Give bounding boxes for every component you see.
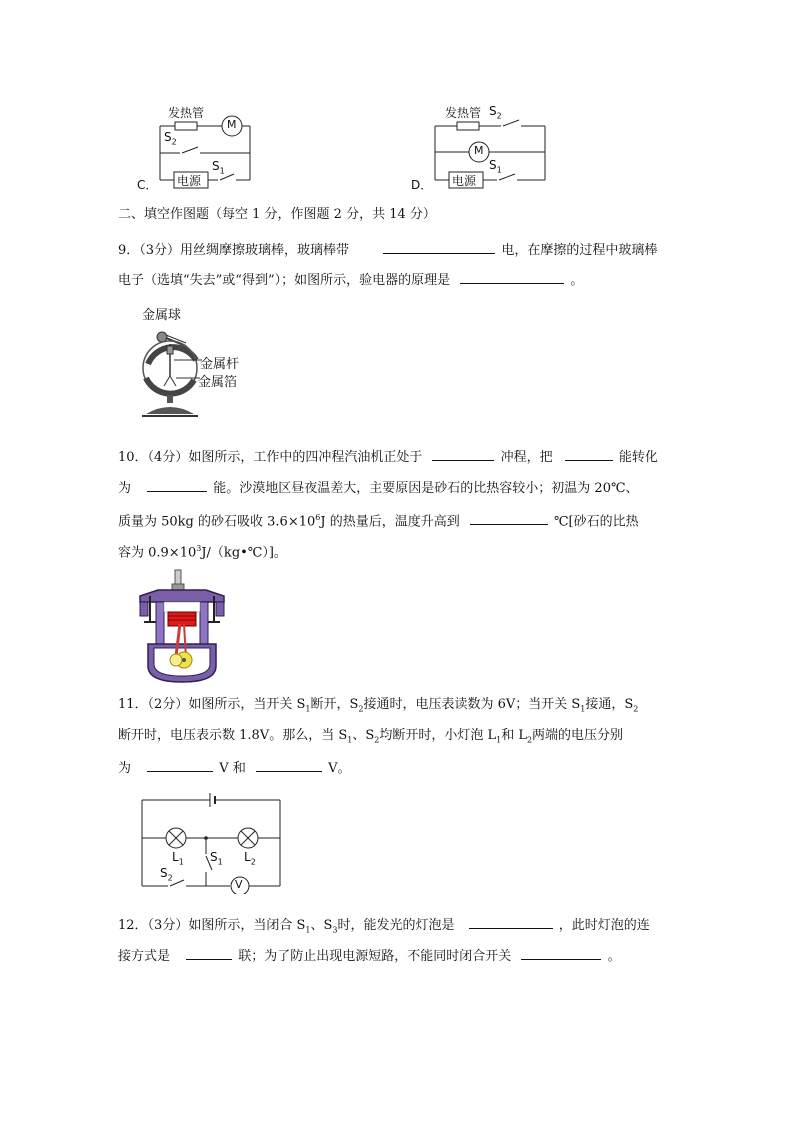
q11-s2-label: $S_2$	[160, 866, 173, 883]
q10-text-3a: 质量为 50kg 的砂石吸收 3.6×10	[118, 514, 316, 530]
q10-text-1c: 能转化	[618, 450, 658, 465]
q10-blank-1[interactable]	[432, 447, 494, 461]
q10-line-3	[118, 509, 639, 531]
q10-text-3c: ℃[砂石的比热	[553, 514, 639, 530]
q11-sub-1: 1	[305, 704, 311, 714]
q10-text-3b: J 的热量后，温度升高到	[320, 514, 460, 530]
q12-text-2c: 。	[607, 949, 621, 964]
circuit-c-heater-label: 发热管	[168, 106, 205, 120]
q9-blank-2[interactable]	[460, 270, 564, 284]
q12-blank-3[interactable]	[521, 946, 601, 960]
electroscope-figure	[136, 302, 266, 428]
circuit-c-motor-label: M	[227, 118, 237, 131]
circuit-c-s2-label: $S_2$	[164, 130, 177, 147]
q12-sub-2: 3	[332, 925, 338, 935]
q11-blank-2[interactable]	[256, 758, 322, 772]
q10-blank-2[interactable]	[565, 447, 613, 461]
q12-text-1a: 12．（3分）如图所示，当闭合 S	[118, 918, 306, 933]
q10-text-4a: 容为 0.9×10	[118, 545, 197, 561]
q11-sub-4: 2	[633, 704, 639, 714]
q11-text-2e: 两端的电压分别	[532, 728, 624, 743]
circuit-d-heater-label: 发热管	[445, 106, 482, 120]
engine-figure	[136, 566, 228, 684]
q10-blank-3[interactable]	[147, 478, 207, 492]
q10-exp-2: 3	[196, 544, 202, 553]
q11-voltmeter-label: V	[235, 878, 243, 891]
q11-text-2a: 断开时，电压表示数 1.8V。那么，当 S	[118, 728, 348, 743]
q12-blank-1[interactable]	[469, 915, 553, 929]
q11-sub-6: 2	[374, 735, 380, 745]
q11-text-2b: 、S	[352, 728, 375, 743]
q11-sub-7: 1	[496, 735, 502, 745]
q11-l2-label: $L_2$	[244, 850, 256, 867]
circuit-d-figure	[425, 100, 555, 192]
q11-l1-label: $L_1$	[172, 850, 184, 867]
q11-blank-1[interactable]	[147, 758, 213, 772]
q12-line-1	[118, 915, 650, 940]
q11-text-3c: V。	[328, 761, 351, 776]
q9-line-1	[118, 240, 657, 260]
q9-text-2a: 电子（选填“失去”或“得到”）；如图所示，验电器的原理是	[118, 273, 451, 288]
q10-blank-4[interactable]	[470, 511, 548, 525]
q11-line-2	[118, 727, 623, 750]
q11-sub-8: 2	[526, 735, 533, 745]
q11-s1-label: $S_1$	[210, 850, 223, 867]
q10-text-2b: 能。沙漠地区昼夜温差大，主要原因是砂石的比热容较小；初温为 20℃、	[213, 481, 639, 496]
q10-line-2	[118, 478, 639, 498]
q11-line-3	[118, 758, 351, 778]
q12-line-2	[118, 946, 621, 966]
q11-sub-2: 2	[358, 704, 364, 714]
q10-text-2a: 为	[118, 481, 132, 496]
circuit-c-power-label: 电源	[177, 174, 202, 188]
circuit-c-s1-label: $S_1$	[212, 159, 225, 176]
q9-line-2	[118, 270, 583, 290]
q11-sub-3: 1	[580, 704, 586, 714]
q10-line-4	[118, 540, 287, 562]
section-2-heading: 二、填空作图题（每空 1 分，作图题 2 分，共 14 分）	[118, 207, 436, 222]
electroscope-ball-label: 金属球	[142, 308, 182, 323]
q10-text-1a: 10．（4分）如图所示，工作中的四冲程汽油机正处于	[118, 450, 423, 465]
circuit-d-s2-label: $S_2$	[489, 104, 502, 121]
q11-text-1d: 接通，S	[585, 697, 634, 712]
q9-text-1a: 9．（3分）用丝绸摩擦玻璃棒，玻璃棒带	[118, 243, 350, 258]
q12-text-2a: 接方式是	[118, 949, 171, 964]
q12-text-1c: 时，能发光的灯泡是	[337, 918, 455, 933]
q11-sub-5: 1	[347, 735, 353, 745]
q12-blank-2[interactable]	[186, 946, 232, 960]
q11-text-1a: 11．（2分）如图所示，当开关 S	[118, 697, 306, 712]
q10-text-4b: J/（kg•℃）]。	[201, 545, 287, 561]
q11-line-1	[118, 696, 638, 719]
q9-blank-1[interactable]	[383, 240, 495, 254]
q11-circuit-figure	[138, 790, 286, 894]
q9-text-2b: 。	[570, 273, 584, 288]
q11-text-2d: 和 L	[501, 728, 527, 743]
q12-sub-1: 1	[305, 925, 311, 935]
electroscope-rod-label: 金属杆	[200, 357, 240, 372]
circuit-d-power-label: 电源	[452, 174, 477, 188]
electroscope-foil-label: 金属箔	[198, 375, 238, 390]
option-c-label: C．	[137, 178, 158, 192]
q12-text-2b: 联；为了防止出现电源短路，不能同时闭合开关	[238, 949, 512, 964]
q11-text-1b: 断开，S	[310, 697, 359, 712]
q10-line-1	[118, 447, 658, 467]
engine-drawing	[136, 566, 228, 684]
q11-text-3b: V 和	[219, 761, 246, 776]
q12-text-1d: ，此时灯泡的连	[558, 918, 650, 933]
option-d-label: D．	[411, 178, 433, 192]
q9-text-1b: 电，在摩擦的过程中玻璃棒	[501, 243, 658, 258]
q11-text-3a: 为	[118, 761, 132, 776]
q10-text-1b: 冲程，把	[500, 450, 553, 465]
circuit-d-s1-label: $S_1$	[489, 158, 502, 175]
circuit-d-motor-label: M	[474, 144, 484, 157]
q10-exp-1: 6	[315, 513, 321, 522]
q11-text-1c: 接通时，电压表读数为 6V；当开关 S	[363, 697, 581, 712]
q11-text-2c: 均断开时，小灯泡 L	[379, 728, 497, 743]
q12-text-1b: 、S	[310, 918, 333, 933]
